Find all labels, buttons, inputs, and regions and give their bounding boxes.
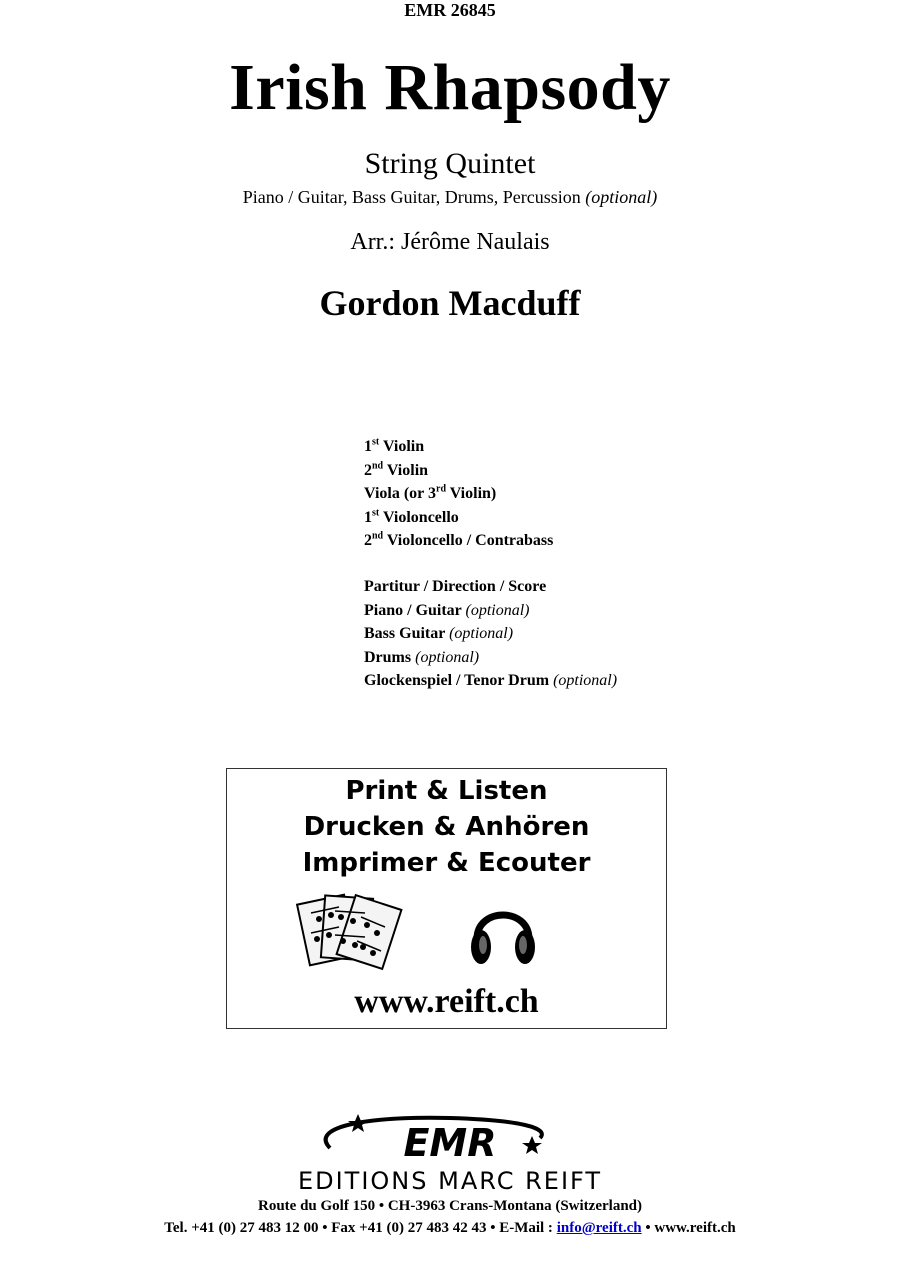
extra-part-item: Partitur / Direction / Score bbox=[364, 578, 547, 595]
instrumentation-main: Piano / Guitar, Bass Guitar, Drums, Percussion bbox=[242, 187, 581, 207]
promo-line-fr: Imprimer & Ecouter bbox=[302, 848, 591, 878]
promo-line-en: Print & Listen bbox=[345, 776, 548, 806]
publisher-contact: Tel. +41 (0) 27 483 12 00 • Fax +41 (0) 27 483 42 43 • E-Mail : info@reift.ch • www.reift.ch bbox=[164, 1220, 736, 1236]
part-item: 1st Violoncello bbox=[364, 507, 459, 526]
promo-website[interactable]: www.reift.ch bbox=[354, 983, 539, 1020]
parts-list bbox=[364, 435, 553, 553]
part-item: 1st Violin bbox=[364, 436, 425, 455]
part-item: 2nd Violin bbox=[364, 460, 429, 479]
email-link[interactable]: info@reift.ch bbox=[556, 1220, 642, 1236]
part-item: 2nd Violoncello / Contrabass bbox=[364, 530, 554, 549]
publisher-address: Route du Golf 150 • CH-3963 Crans-Montana (Switzerland) bbox=[258, 1198, 642, 1214]
ensemble-subtitle: String Quintet bbox=[364, 147, 536, 180]
part-item: Viola (or 3rd Violin) bbox=[364, 483, 497, 502]
arranger: Arr.: Jérôme Naulais bbox=[350, 229, 550, 255]
svg-text:EMR: EMR bbox=[403, 1121, 497, 1165]
extra-part-item: Piano / Guitar (optional) bbox=[364, 601, 530, 619]
publisher-name: EDITIONS MARC REIFT bbox=[297, 1167, 603, 1195]
composer: Gordon Macduff bbox=[319, 283, 581, 323]
extra-part-item: Bass Guitar (optional) bbox=[364, 625, 514, 642]
score-title: Irish Rhapsody bbox=[229, 51, 671, 124]
instrumentation-optional: (optional) bbox=[585, 187, 658, 207]
promo-line-de: Drucken & Anhören bbox=[303, 812, 590, 842]
headphones-icon bbox=[467, 893, 539, 971]
sheet-music-icon bbox=[227, 887, 668, 977]
extra-parts-list bbox=[364, 575, 617, 693]
print-listen-box bbox=[226, 768, 667, 1029]
instrumentation-line bbox=[0, 187, 900, 208]
catalog-number: EMR 26845 bbox=[404, 0, 496, 20]
extra-part-item: Glockenspiel / Tenor Drum (optional) bbox=[364, 672, 618, 689]
emr-logo bbox=[300, 1108, 600, 1168]
extra-part-item: Drums (optional) bbox=[364, 648, 480, 666]
